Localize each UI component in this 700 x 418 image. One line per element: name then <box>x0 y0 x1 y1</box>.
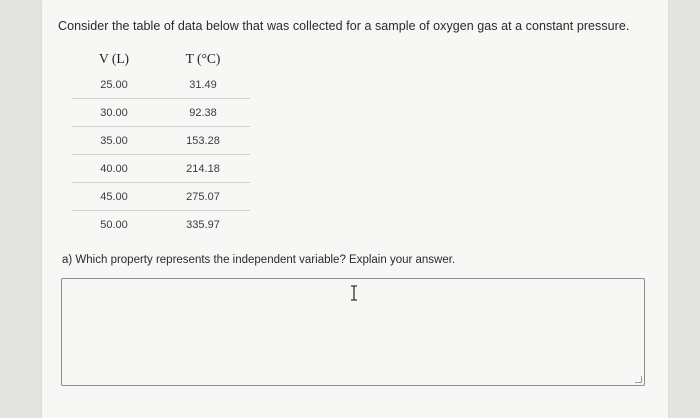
temperature-cell: 92.38 <box>189 106 217 119</box>
volume-cell: 30.00 <box>100 106 128 119</box>
resize-grip-icon[interactable] <box>635 376 642 383</box>
table-header-row <box>72 47 250 71</box>
text-cursor-icon <box>349 285 359 301</box>
temperature-cell: 31.49 <box>189 78 217 91</box>
volume-cell: 50.00 <box>100 218 128 231</box>
volume-cell: 40.00 <box>100 162 128 175</box>
volume-cell: 25.00 <box>100 78 128 91</box>
table-row <box>72 99 250 127</box>
temperature-header: T (°C) <box>185 51 221 66</box>
table-row <box>72 155 250 183</box>
table-row <box>72 183 250 211</box>
table-row <box>72 71 250 99</box>
temperature-cell: 275.07 <box>186 190 220 203</box>
temperature-cell: 153.28 <box>186 134 220 147</box>
question-prompt: Consider the table of data below that was collected for a sample of oxygen gas at a constant pressure. <box>58 19 630 33</box>
data-table <box>72 47 250 238</box>
volume-header: V (L) <box>98 51 130 66</box>
volume-cell: 35.00 <box>100 134 128 147</box>
part-a-question: a) Which property represents the independent variable? Explain your answer. <box>62 254 456 266</box>
table-row <box>72 127 250 155</box>
table-row <box>72 211 250 238</box>
temperature-cell: 214.18 <box>186 162 220 175</box>
temperature-cell: 335.97 <box>186 218 220 231</box>
volume-cell: 45.00 <box>100 190 128 203</box>
